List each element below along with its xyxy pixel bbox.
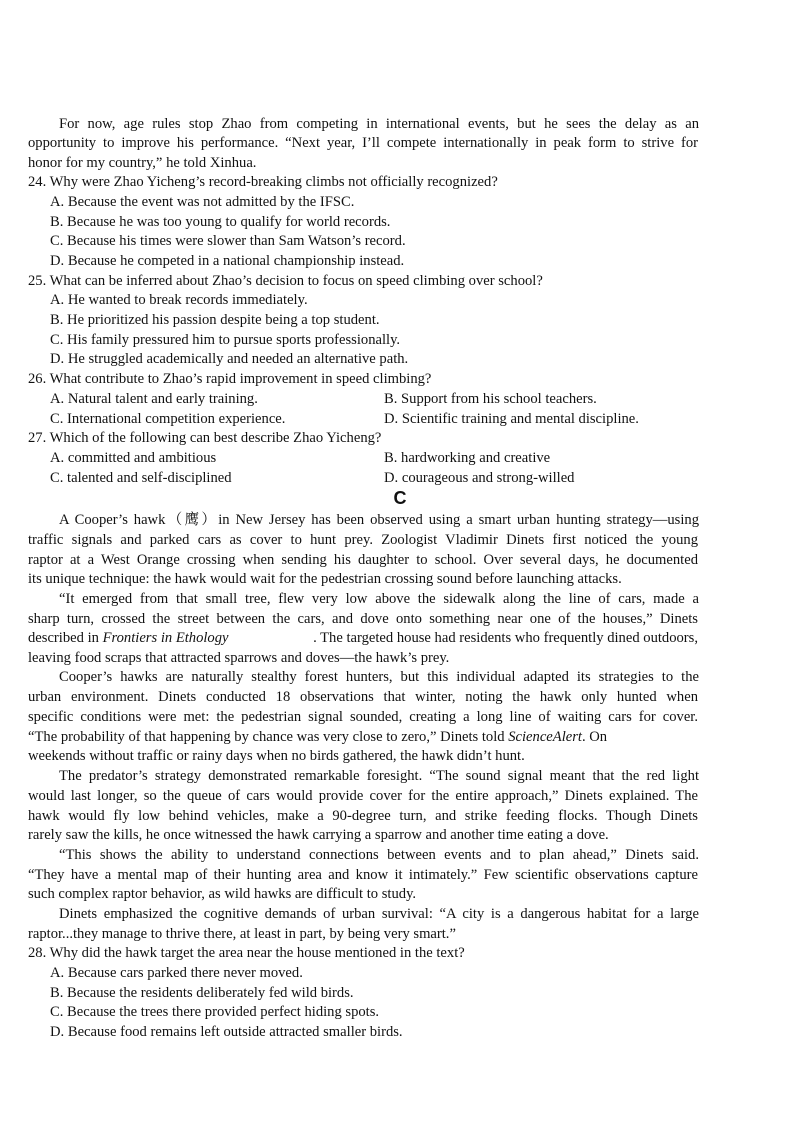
- answer-option: D. Because he competed in a national championship instead.: [50, 253, 405, 269]
- text-span: . The targeted house had residents who frequently dined outdoors,: [313, 630, 698, 646]
- paragraph-line: urban environment. Dinets conducted 18 observations that winter, noting the hawk only hunted when: [28, 689, 698, 705]
- paragraph-line: The predator’s strategy demonstrated remarkable foresight. “The sound signal meant that the red light: [59, 768, 699, 784]
- paragraph-line: “This shows the ability to understand connections between events and to plan ahead,” Dinets said.: [59, 847, 699, 863]
- paragraph-line: honor for my country,” he told Xinhua.: [28, 155, 257, 171]
- answer-option: D. courageous and strong-willed: [384, 470, 575, 486]
- answer-option: D. Because food remains left outside attracted smaller birds.: [50, 1024, 403, 1040]
- answer-option: C. Because his times were slower than Sam Watson’s record.: [50, 233, 406, 249]
- answer-option: D. He struggled academically and needed an alternative path.: [50, 351, 409, 367]
- answer-option: A. Because cars parked there never moved.: [50, 965, 303, 981]
- question-stem: 27. Which of the following can best describe Zhao Yicheng?: [28, 430, 382, 446]
- paragraph-line: “It emerged from that small tree, flew very low above the sidewalk along the line of cars, made a: [59, 591, 699, 607]
- answer-option: A. Because the event was not admitted by the IFSC.: [50, 194, 355, 210]
- paragraph-line: specific conditions were met: the pedestrian signal sounded, creating a long line of waiting cars for cover.: [28, 709, 698, 725]
- paragraph-line-with-citation: [28, 628, 698, 648]
- text-span: . On: [581, 729, 608, 745]
- paragraph-line: such complex raptor behavior, as wild hawks are difficult to study.: [28, 886, 417, 902]
- paragraph-line: raptor at a West Orange crossing when sending his daughter to school. Over several days, he documented: [28, 552, 698, 568]
- answer-option: D. Scientific training and mental discipline.: [384, 411, 639, 427]
- paragraph-line: weekends without traffic or rainy days when no birds gathered, the hawk didn’t hunt.: [28, 748, 525, 764]
- paragraph-line: opportunity to improve his performance. “Next year, I’ll compete internationally in peak form to strive for: [28, 135, 698, 151]
- paragraph-line-with-citation: [28, 727, 698, 747]
- answer-option: C. talented and self-disciplined: [50, 470, 232, 486]
- paragraph-line: “They have a mental map of their hunting area and know it intimately.” Few scientific observations capture: [28, 867, 698, 883]
- answer-option: A. He wanted to break records immediately.: [50, 292, 308, 308]
- journal-title: Frontiers in Ethology: [102, 630, 229, 646]
- answer-option: B. He prioritized his passion despite being a top student.: [50, 312, 380, 328]
- paragraph-line: rarely saw the kills, he once witnessed the hawk carrying a sparrow and another time eating a dove.: [28, 827, 609, 843]
- paragraph-line: sharp turn, crossed the street between the cars, and dove onto something near one of the houses,” Dinets: [28, 611, 698, 627]
- answer-option: B. Because he was too young to qualify for world records.: [50, 214, 391, 230]
- paragraph-line: traffic signals and parked cars as cover to hunt prey. Zoologist Vladimir Dinets first noticed the young: [28, 532, 698, 548]
- answer-option: A. committed and ambitious: [50, 450, 217, 466]
- paragraph-line: For now, age rules stop Zhao from competing in international events, but he sees the delay as an: [59, 116, 699, 132]
- question-stem: 25. What can be inferred about Zhao’s decision to focus on speed climbing over school?: [28, 273, 543, 289]
- paragraph-line: raptor...they manage to thrive there, at least in part, by being very smart.”: [28, 926, 456, 942]
- question-stem: 24. Why were Zhao Yicheng’s record-breaking climbs not officially recognized?: [28, 174, 498, 190]
- answer-option: C. His family pressured him to pursue sports professionally.: [50, 332, 401, 348]
- text-span: “The probability of that happening by chance was very close to zero,” Dinets told: [28, 729, 509, 745]
- answer-option: C. Because the trees there provided perfect hiding spots.: [50, 1004, 380, 1020]
- paragraph-line: A Cooper’s hawk（鹰）in New Jersey has been observed using a smart urban hunting strategy—using: [59, 512, 699, 528]
- paragraph-line: hawk would fly low behind vehicles, make a 90-degree turn, and strike feeding flocks. Though Dinets: [28, 808, 698, 824]
- answer-option: B. hardworking and creative: [384, 450, 551, 466]
- answer-option: B. Because the residents deliberately fed wild birds.: [50, 985, 354, 1001]
- paragraph-line: Dinets emphasized the cognitive demands of urban survival: “A city is a dangerous habitat for a large: [59, 906, 699, 922]
- paragraph-line: Cooper’s hawks are naturally stealthy forest hunters, but this individual adapted its strategies to the: [59, 669, 699, 685]
- answer-option: B. Support from his school teachers.: [384, 391, 597, 407]
- answer-option: C. International competition experience.: [50, 411, 286, 427]
- paragraph-line: its unique technique: the hawk would wait for the pedestrian crossing sound before launching attacks.: [28, 571, 622, 587]
- question-stem: 26. What contribute to Zhao’s rapid improvement in speed climbing?: [28, 371, 432, 387]
- paragraph-line: leaving food scraps that attracted sparrows and doves—the hawk’s prey.: [28, 650, 450, 666]
- source-title: ScienceAlert: [508, 729, 582, 745]
- answer-option: A. Natural talent and early training.: [50, 391, 258, 407]
- question-stem: 28. Why did the hawk target the area near the house mentioned in the text?: [28, 945, 465, 961]
- section-heading: C: [393, 488, 407, 508]
- text-span: described in: [28, 630, 103, 646]
- paragraph-line: would last longer, so the queue of cars would provide cover for the entire approach,” Dinets explained. The: [28, 788, 698, 804]
